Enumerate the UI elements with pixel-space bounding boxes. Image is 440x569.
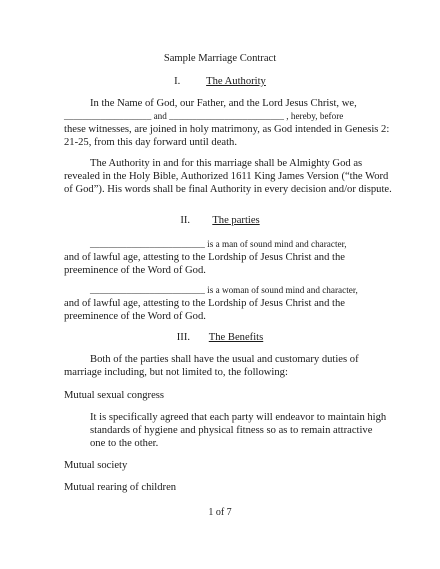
paragraph-line: In the Name of God, our Father, and the Lord Jesus Christ, we, [90,98,357,109]
paragraph-line: 21-25, from this day forward until death. [64,137,237,148]
section-heading-authority [0,75,440,88]
paragraph-line: and of lawful age, attesting to the Lordship of Jesus Christ and the [64,298,345,309]
paragraph-line: _________________________ is a man of sound mind and character, [90,239,347,249]
paragraph-line: revealed in the Holy Bible, Authorized 1611 King James Version (“the Word [64,171,389,182]
subheading: Mutual society [64,460,128,471]
paragraph-line: one to the other. [90,438,159,449]
paragraph-line: It is specifically agreed that each party will endeavor to maintain high [90,412,387,423]
subheading: Mutual rearing of children [64,482,177,493]
section-number: I. [174,76,181,87]
paragraph-line: preeminence of the Word of God. [64,311,206,322]
paragraph-line: The Authority in and for this marriage shall be Almighty God as [90,158,363,169]
paragraph-line: marriage including, but not limited to, the following: [64,367,288,378]
page-indicator: 1 of 7 [208,507,232,518]
section-title: The Benefits [208,332,264,343]
paragraph-line: _________________________ is a woman of sound mind and character, [90,285,358,295]
section-title: The Authority [206,76,266,87]
section-heading-benefits [0,331,440,344]
document-title: Sample Marriage Contract [163,53,277,64]
paragraph-line: and of lawful age, attesting to the Lordship of Jesus Christ and the [64,252,345,263]
section-heading-parties [0,214,440,227]
section-number: III. [176,332,191,343]
paragraph-line: of God”). His words shall be final Authority in every decision and/or dispute. [64,184,392,195]
section-number: II. [180,215,191,226]
paragraph-line: these witnesses, are joined in holy matrimony, as God intended in Genesis 2: [64,124,390,135]
section-title: The parties [212,215,260,226]
subheading: Mutual sexual congress [64,390,165,401]
paragraph-line: ___________________ and _________________________ , hereby, before [64,111,344,121]
paragraph-line: Both of the parties shall have the usual and customary duties of [90,354,359,365]
paragraph-line: standards of hygiene and physical fitness so as to remain attractive [90,425,373,436]
paragraph-line: preeminence of the Word of God. [64,265,206,276]
